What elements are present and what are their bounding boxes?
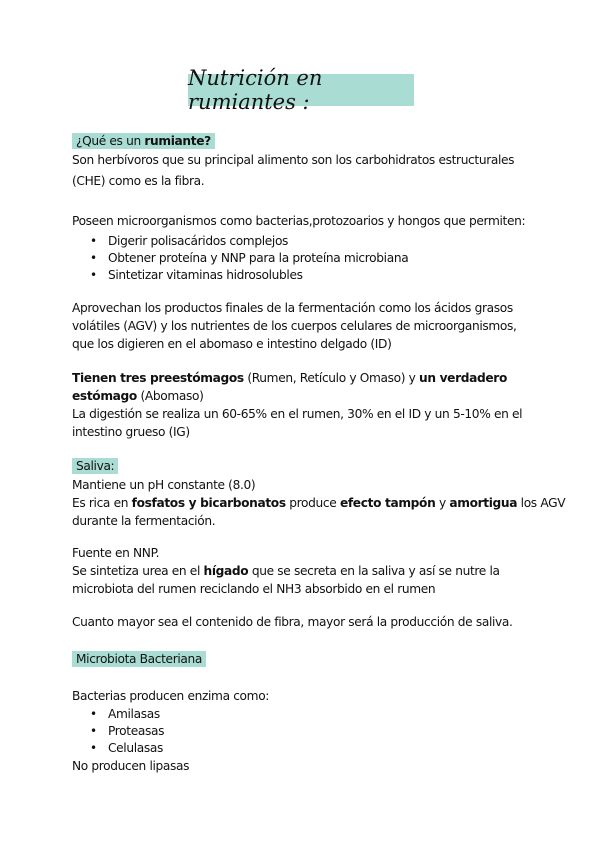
digestion-line: intestino grueso (IG) <box>72 425 190 439</box>
list-item: • Proteasas <box>72 723 532 740</box>
urea-line: Se sintetiza urea en el hígado que se secreta en la saliva y así se nutre la <box>72 564 500 578</box>
list-item: • Obtener proteína y NNP para la proteína microbiana <box>72 250 532 267</box>
list-item: • Celulasas <box>72 740 532 757</box>
fibra-paragraph <box>72 613 532 631</box>
saliva-heading: Saliva: <box>72 456 532 476</box>
enzymes-intro: Bacterias producen enzima como: <box>72 689 270 703</box>
enzymes-block <box>72 687 532 775</box>
agv-paragraph <box>72 299 532 353</box>
digestion-line: La digestión se realiza un 60-65% en el rumen, 30% en el ID y un 5-10% en el <box>72 407 523 421</box>
microorganisms-intro: Poseen microorganismos como bacterias,protozoarios y hongos que permiten: <box>72 214 526 228</box>
microbiota-heading: Microbiota Bacteriana <box>72 649 532 669</box>
section-saliva <box>72 456 566 530</box>
microorganisms-block <box>72 212 532 284</box>
agv-line: que los digieren en el abomaso e intestino delgado (ID) <box>72 337 392 351</box>
page-title: Nutrición en rumiantes : <box>188 74 414 106</box>
section-rumiante <box>72 131 532 190</box>
microorganisms-list <box>72 233 532 284</box>
phosphate-line-2: durante la fermentación. <box>72 514 216 528</box>
stomach-paragraph <box>72 369 532 441</box>
rumiante-heading: ¿Qué es un rumiante? <box>72 131 532 151</box>
enzymes-list <box>72 706 532 757</box>
stomach-line-1: Tienen tres preestómagos (Rumen, Retículo y Omaso) y un verdadero <box>72 371 507 385</box>
agv-line: volátiles (AGV) y los nutrientes de los cuerpos celulares de microorganismos, <box>72 319 517 333</box>
agv-line: Aprovechan los productos finales de la fermentación como los ácidos grasos <box>72 301 513 315</box>
section-microbiota <box>72 649 532 669</box>
ph-line: Mantiene un pH constante (8.0) <box>72 478 256 492</box>
list-item: • Sintetizar vitaminas hidrosolubles <box>72 267 532 284</box>
fibra-line: Cuanto mayor sea el contenido de fibra, mayor será la producción de saliva. <box>72 615 513 629</box>
urea-line-2: microbiota del rumen reciclando el NH3 absorbido en el rumen <box>72 582 436 596</box>
nnp-line: Fuente en NNP. <box>72 546 160 560</box>
stomach-line-2: estómago (Abomaso) <box>72 389 204 403</box>
list-item: • Digerir polisacáridos complejos <box>72 233 532 250</box>
lipase-line: No producen lipasas <box>72 759 190 773</box>
list-item: • Amilasas <box>72 706 532 723</box>
nnp-paragraph <box>72 544 532 598</box>
definition-line-2: (CHE) como es la fibra. <box>72 174 205 188</box>
definition-line-1: Son herbívoros que su principal alimento son los carbohidratos estructurales <box>72 153 515 167</box>
phosphate-line: Es rica en fosfatos y bicarbonatos produce efecto tampón y amortigua los AGV <box>72 496 566 510</box>
